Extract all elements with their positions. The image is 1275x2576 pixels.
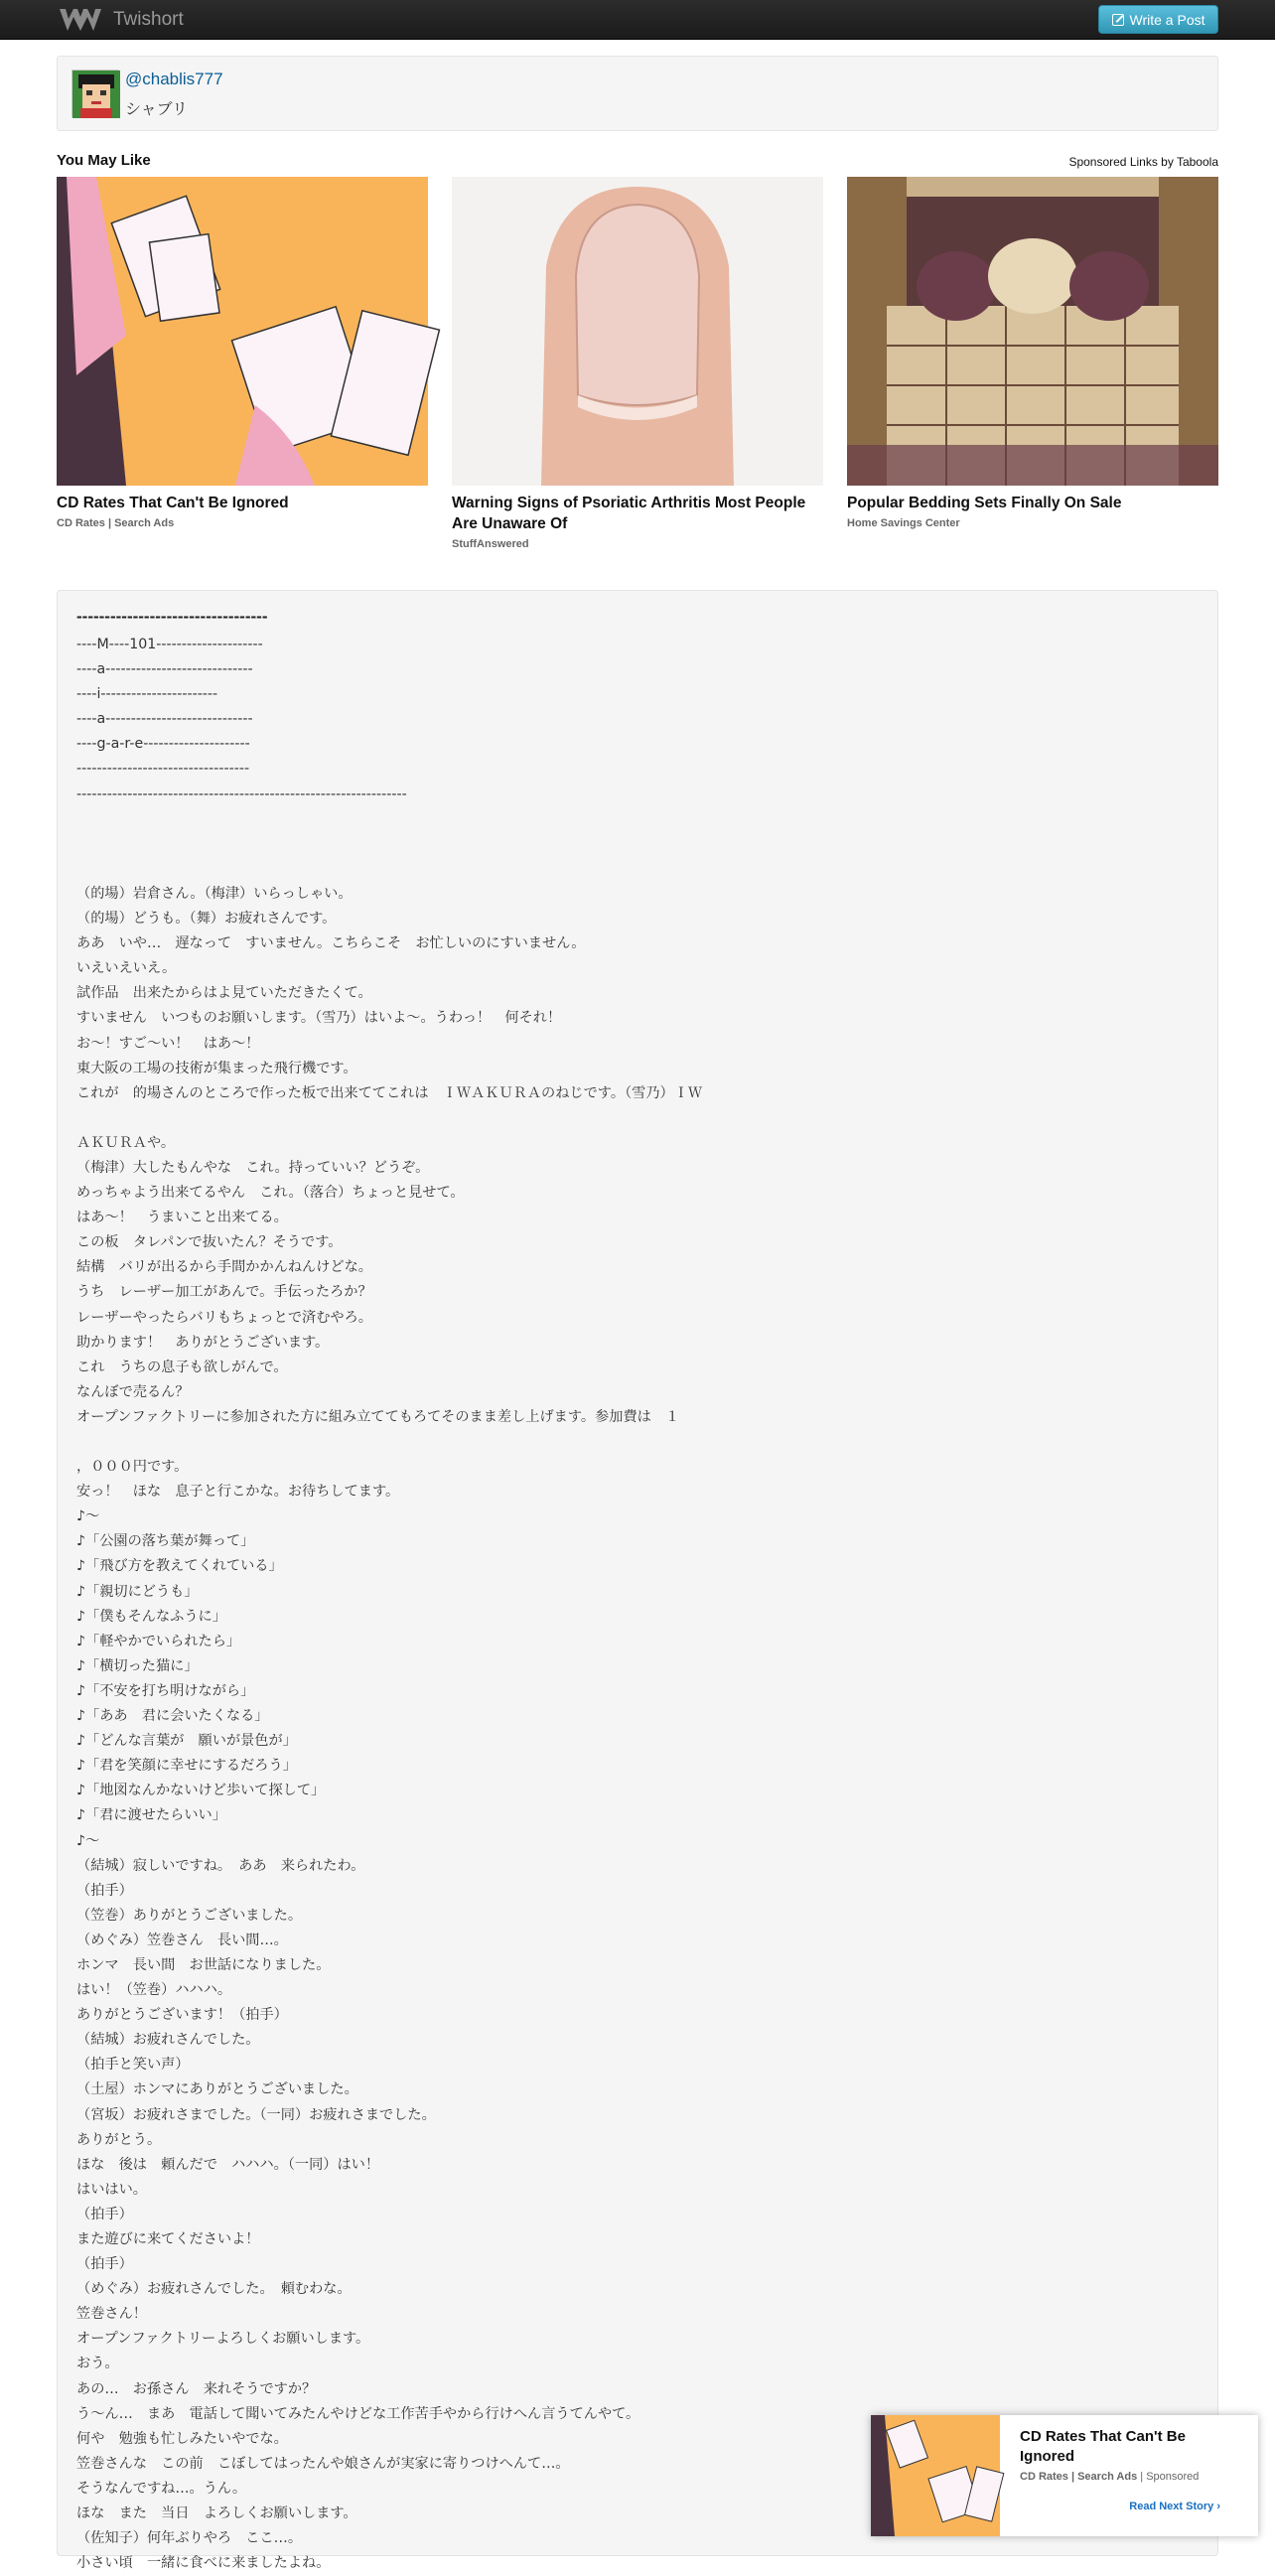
post-line: ----M----101---------------------	[76, 637, 263, 652]
post-line: 東大阪の工場の技術が集まった飛行機です。	[76, 1060, 357, 1076]
top-navbar	[0, 0, 1275, 40]
avatar[interactable]	[71, 70, 119, 117]
post-line: おう。	[76, 2356, 119, 2372]
post-line: （拍手）	[76, 2206, 133, 2222]
floating-ad-sponsored: Sponsored	[1146, 2471, 1200, 2483]
post-line: ♪「ああ 君に会いたくなる」	[76, 1708, 269, 1725]
post-line: はいはい。	[76, 2181, 147, 2198]
post-line: （拍手と笑い声）	[76, 2057, 190, 2074]
post-line: 結構 バリが出るから手間かかんねんけどな。	[76, 1259, 372, 1276]
post-line: ♪「どんな言葉が 願いが景色が」	[76, 1733, 297, 1750]
twishort-logo-icon	[58, 5, 103, 35]
post-line: ♪～	[76, 1832, 100, 1849]
post-line: （土屋）ホンマにありがとうございました。	[76, 2081, 358, 2098]
post-line: オープンファクトリーよろしくお願いします。	[76, 2331, 370, 2348]
author-handle-link[interactable]: @chablis777	[125, 70, 223, 88]
post-line: ♪「不安を打ち明けながら」	[76, 1682, 255, 1699]
post-line	[76, 807, 1199, 832]
post-body	[57, 590, 1218, 2572]
write-post-button[interactable]	[1098, 5, 1218, 34]
post-line: ♪「僕もそんなふうに」	[76, 1608, 226, 1625]
thumbnail-ad-image	[452, 177, 823, 486]
post-line: ----------------------------------	[76, 761, 250, 778]
post-line: ああ いや… 遅なって すいません。こちらこそ お忙しいのにすいません。	[76, 935, 586, 952]
ad-title[interactable]: Popular Bedding Sets Finally On Sale	[847, 495, 1122, 511]
post-line: （的場）どうも。（舞）お疲れさんです。	[76, 911, 337, 928]
post-line: お～！すご～い！ はあ～！	[76, 1035, 260, 1052]
author-card	[57, 56, 1218, 131]
post-line: （結城）寂しいですね。 ああ 来られたわ。	[76, 1857, 365, 1874]
post-line: （佐知子）何年ぶりやろ ここ…。	[76, 2530, 303, 2547]
read-next-story-link[interactable]	[1129, 2501, 1220, 2512]
post-line: 助かります！ ありがとうございます。	[76, 1334, 330, 1351]
post-line: ♪「飛び方を教えてくれている」	[76, 1558, 283, 1575]
post-line: （笠巻）ありがとうございました。	[76, 1907, 303, 1924]
post-line: ほな 後は 頼んだで ハハハ。（一同）はい！	[76, 2156, 380, 2173]
post-line: （めぐみ）お疲れさんでした。 頼むわな。	[76, 2281, 352, 2298]
post-line: ，０００円です。	[76, 1459, 189, 1476]
ad-title[interactable]: CD Rates That Can't Be Ignored	[57, 495, 289, 511]
brand-link[interactable]	[58, 4, 184, 36]
post-separator: ----------------------------------	[76, 607, 268, 626]
post-line: 笠巻さんな この前 こぼしてはったんや娘さんが実家に寄りつけへんて…。	[76, 2455, 570, 2472]
sponsored-links-label[interactable]: Sponsored Links by Taboola	[1068, 155, 1218, 169]
avatar-image	[72, 71, 120, 118]
recommendation-card[interactable]	[847, 177, 1218, 529]
post-line	[76, 1430, 1199, 1455]
post-line: う～ん… まあ 電話して聞いてみたんやけどな工作苦手やから行けへん言うてんやて。	[76, 2405, 640, 2422]
post-line: ♪「君を笑顔に幸せにするだろう」	[76, 1758, 297, 1775]
post-line: ほな また 当日 よろしくお願いします。	[76, 2505, 357, 2522]
post-line: はあ～！ うまいこと出来てる。	[76, 1210, 288, 1226]
post-line: オープンファクトリーに参加された方に組み立ててもろてそのまま差し上げます。参加費は １	[76, 1408, 680, 1425]
post-line: この板 タレパンで抜いたん？そうです。	[76, 1234, 343, 1251]
post-line: ありがとうございます！（拍手）	[76, 2007, 288, 2024]
post-line: なんぼで売るん？	[76, 1383, 190, 1400]
post-line: はい！（笠巻）ハハハ。	[76, 1982, 232, 1999]
floating-ad-source-name: CD Rates | Search Ads	[1020, 2471, 1138, 2483]
post-line: （めぐみ）笠巻さん 長い間…。	[76, 1932, 288, 1948]
post-line: ＡＫＵＲＡや。	[76, 1134, 176, 1151]
recommendations-title: You May Like	[57, 152, 151, 169]
post-line: （宮坂）お疲れさまでした。（一同）お疲れさまでした。	[76, 2106, 436, 2123]
ad-title[interactable]: Warning Signs of Psoriatic Arthritis Most People Are Unaware Of	[452, 495, 806, 532]
post-line: ----g-a-r-e---------------------	[76, 736, 250, 753]
post-line: ♪「公園の落ち葉が舞って」	[76, 1533, 255, 1550]
post-line: ♪「君に渡せたらいい」	[76, 1807, 226, 1824]
post-text	[76, 633, 1199, 2576]
post-line: 安っ！ ほな 息子と行こかな。お待ちしてます。	[76, 1484, 400, 1501]
post-line: （拍手）	[76, 1882, 133, 1899]
post-line: ホンマ 長い間 お世話になりました。	[76, 1956, 331, 1973]
post-line	[76, 857, 1199, 882]
post-line: めっちゃよう出来てるやん これ。（落合）ちょっと見せて。	[76, 1185, 465, 1202]
post-line: 小さい頃 一緒に食べに来ましたよね。	[76, 2555, 331, 2572]
floating-ad-source: CD Rates | Search Ads | Sponsored	[1020, 2471, 1200, 2483]
floating-ad-title[interactable]: CD Rates That Can't Be Ignored	[1020, 2428, 1186, 2465]
recommendation-card[interactable]	[57, 177, 428, 529]
post-line: すいません いつものお願いします。（雪乃）はいよ～。うわっ！ 何それ！	[76, 1010, 562, 1027]
post-line: ありがとう。	[76, 2131, 162, 2148]
post-line: ----i-----------------------	[76, 686, 218, 703]
post-line: ----a-----------------------------	[76, 661, 253, 678]
write-post-label: Write a Post	[1129, 11, 1205, 28]
post-line: うち レーザー加工があんで。手伝ったろか？	[76, 1284, 372, 1301]
post-line: 笠巻さん！	[76, 2306, 147, 2323]
post-line	[76, 832, 1199, 857]
post-line: あの… お孫さん 来れそうですか？	[76, 2380, 317, 2397]
post-line: ♪「軽やかでいられたら」	[76, 1633, 241, 1649]
post-line: ♪「横切った猫に」	[76, 1657, 199, 1674]
post-line: ♪「地図なんかないけど歩いて探して」	[76, 1783, 326, 1799]
ad-source: StuffAnswered	[452, 538, 529, 550]
post-line: レーザーやったらバリもちょっとで済むやろ。	[76, 1309, 372, 1326]
post-line: そうなんですね…。うん。	[76, 2480, 247, 2497]
floating-ad-image	[871, 2415, 1000, 2536]
ad-source: CD Rates | Search Ads	[57, 517, 175, 529]
brand-name: Twishort	[113, 9, 184, 30]
post-line: ♪「親切にどうも」	[76, 1583, 199, 1600]
floating-ad[interactable]	[871, 2415, 1258, 2536]
post-line: 何や 勉強も忙しみたいやでな。	[76, 2430, 288, 2447]
ad-source: Home Savings Center	[847, 517, 960, 529]
post-line: （結城）お疲れさんでした。	[76, 2032, 260, 2049]
author-display-name: シャブリ	[125, 101, 189, 118]
recommendation-card[interactable]	[452, 177, 823, 550]
post-line	[76, 1106, 1199, 1131]
post-line: （拍手）	[76, 2256, 133, 2273]
read-next-label: Read Next Story	[1129, 2501, 1214, 2512]
cd-rates-ad-image	[57, 177, 428, 486]
post-line: ♪～	[76, 1508, 100, 1525]
post-line: -----------------------------------------------------------------	[76, 786, 407, 802]
post-line: これ うちの息子も欲しがんで。	[76, 1359, 288, 1375]
post-line: （的場）岩倉さん。（梅津）いらっしゃい。	[76, 885, 353, 902]
edit-icon	[1112, 14, 1124, 26]
chevron-right-icon: ›	[1216, 2501, 1220, 2512]
bedding-ad-image	[847, 177, 1218, 486]
post-line: （梅津）大したもんやな これ。持っていい？どうぞ。	[76, 1159, 430, 1176]
post-line: また遊びに来てくださいよ！	[76, 2231, 260, 2247]
post-line: いえいえいえ。	[76, 960, 177, 977]
post-line: これが 的場さんのところで作った板で出来ててこれは ＩＷＡＫＵＲＡのねじです。（雪乃）ＩＷ	[76, 1084, 703, 1101]
post-line: ----a-----------------------------	[76, 711, 253, 728]
post-line: 試作品 出来たからはよ見ていただきたくて。	[76, 985, 372, 1002]
